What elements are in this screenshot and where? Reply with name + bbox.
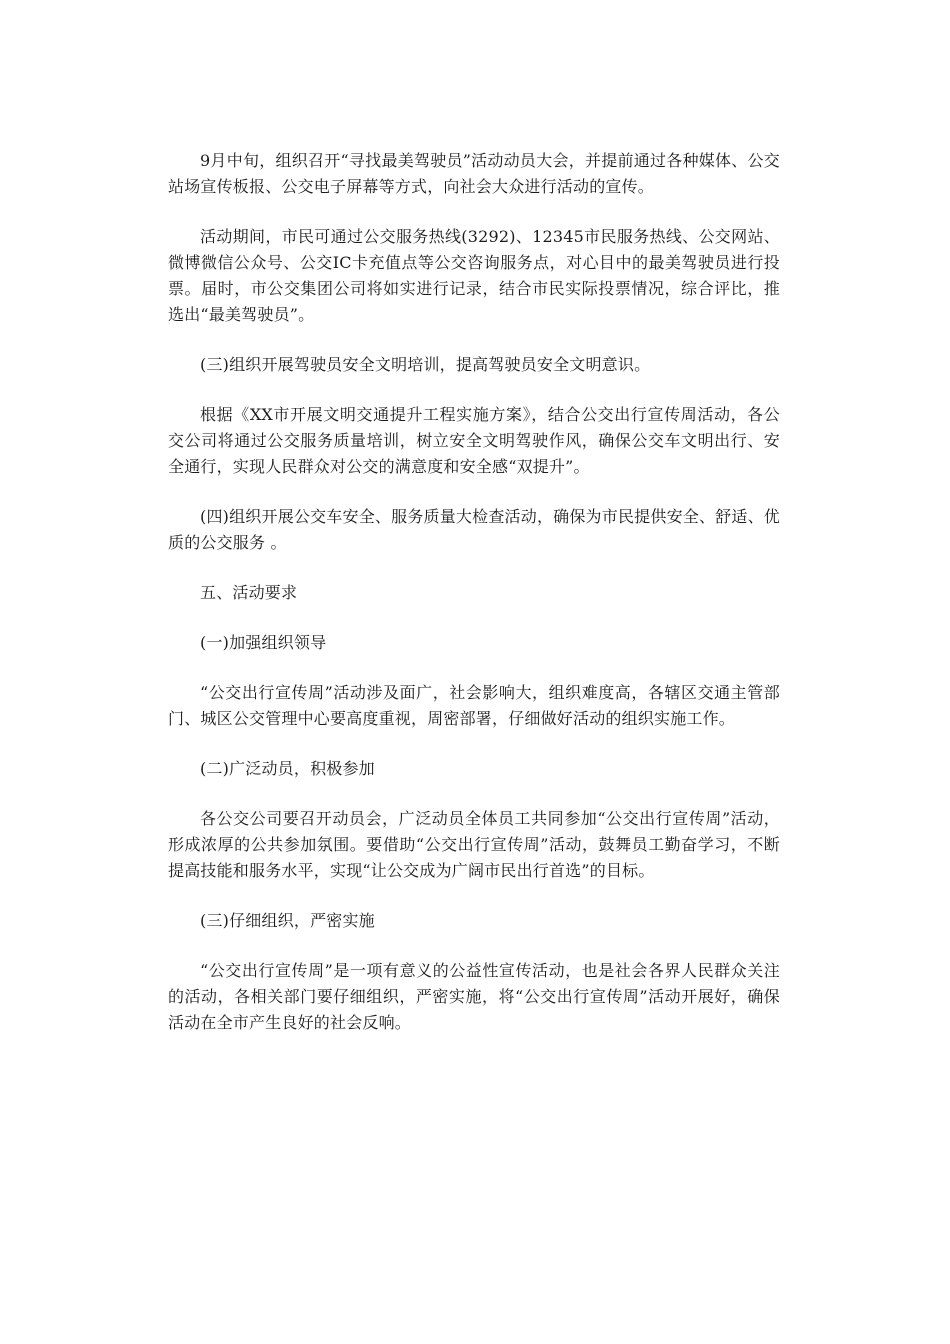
paragraph-leadership: “公交出行宣传周”活动涉及面广，社会影响大，组织难度高，各辖区交通主管部门、城区公交管理中心要高度重视，周密部署，仔细做好活动的组织实施工作。 xyxy=(168,683,780,728)
paragraph-mobilization: 各公交公司要召开动员会，广泛动员全体员工共同参加“公交出行宣传周”活动，形成浓厚的公共参加氛围。要借助“公交出行宣传周”活动，鼓舞员工勤奋学习，不断提高技能和服务水平，实现“让公交成为广阔市民出行首选”的目标。 xyxy=(168,809,780,880)
heading-careful-organization: (三)仔细组织，严密实施 xyxy=(200,911,375,930)
heading-driver-training: (三)组织开展驾驶员安全文明培训，提高驾驶员安全文明意识。 xyxy=(200,355,651,374)
heading-broad-mobilization: (二)广泛动员，积极参加 xyxy=(200,759,375,778)
heading-activity-requirements: 五、活动要求 xyxy=(200,583,298,602)
paragraph-training-plan: 根据《XX市开展文明交通提升工程实施方案》，结合公交出行宣传周活动，各公交公司将通过公交服务质量培训，树立安全文明驾驶作风，确保公交车文明出行、安全通行，实现人民群众对公交的满意度和安全感“双提升”。 xyxy=(168,405,780,476)
paragraph-mobilization-meeting: 9月中旬，组织召开“寻找最美驾驶员”活动动员大会，并提前通过各种媒体、公交站场宣传板报、公交电子屏幕等方式，向社会大众进行活动的宣传。 xyxy=(168,151,780,196)
document-page xyxy=(168,148,780,1036)
paragraph-voting-channels: 活动期间，市民可通过公交服务热线(3292)、12345市民服务热线、公交网站、微博微信公众号、公交IC卡充值点等公交咨询服务点，对心目中的最美驾驶员进行投票。届时，市公交集团公司将如实进行记录，结合市民实际投票情况，综合评比，推选出“最美驾驶员”。 xyxy=(168,227,780,324)
heading-strengthen-leadership: (一)加强组织领导 xyxy=(200,633,327,652)
heading-safety-inspection: (四)组织开展公交车安全、服务质量大检查活动，确保为市民提供安全、舒适、优质的公交服务 。 xyxy=(168,507,780,552)
paragraph-organization: “公交出行宣传周”是一项有意义的公益性宣传活动，也是社会各界人民群众关注的活动，各相关部门要仔细组织，严密实施，将“公交出行宣传周”活动开展好，确保活动在全市产生良好的社会反响。 xyxy=(168,961,780,1032)
